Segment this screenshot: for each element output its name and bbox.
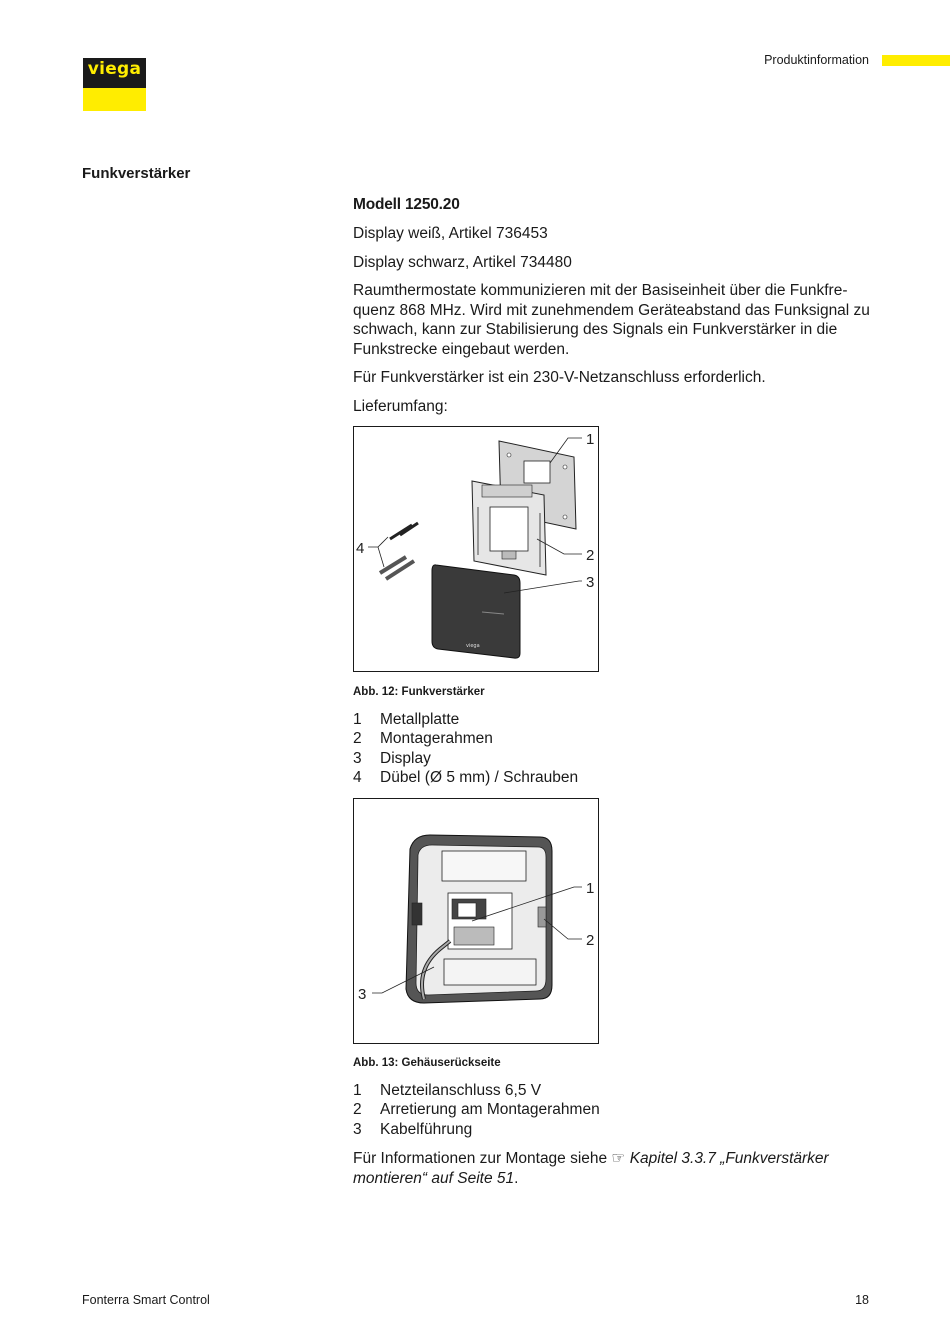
legend-number: 2 [353, 1101, 362, 1119]
legend-number: 3 [353, 1120, 362, 1138]
article-white: Display weiß, Artikel 736453 [353, 225, 548, 242]
callout-3: 3 [358, 986, 367, 1003]
scope-label: Lieferumfang: [353, 398, 448, 415]
legend-text: Display [380, 749, 431, 767]
figure1-drawing [354, 427, 598, 671]
legend-item [353, 1120, 873, 1139]
device-logo: viega [466, 643, 480, 649]
callout-3: 3 [586, 574, 595, 591]
figure1-caption: Abb. 12: Funkverstärker [353, 686, 485, 698]
reference-link-line1[interactable]: Kapitel 3.3.7 „Funkverstärker [629, 1150, 829, 1167]
legend-text: Metallplatte [380, 711, 460, 728]
figure2-legend [353, 1081, 873, 1139]
arrow-hand-icon[interactable]: ☞ [611, 1150, 626, 1167]
legend-text: Dübel (Ø 5 mm) / Schrauben [380, 768, 579, 786]
figure-funkverstaerker [353, 426, 599, 672]
model-title: Modell 1250.20 [353, 196, 460, 213]
figure1-legend [353, 710, 873, 787]
legend-item [353, 768, 873, 787]
legend-text: Montagerahmen [380, 730, 493, 748]
callout-1: 1 [586, 880, 595, 897]
legend-text: Arretierung am Montagerahmen [380, 1101, 600, 1119]
reference-prefix: Für Informationen zur Montage siehe [353, 1150, 612, 1167]
viega-logo [83, 58, 146, 111]
section-title: Funkverstärker [82, 165, 191, 182]
legend-number: 2 [353, 730, 362, 748]
legend-number: 4 [353, 768, 362, 786]
callout-1: 1 [586, 431, 595, 448]
display-shape [432, 565, 520, 658]
legend-item [353, 1100, 873, 1119]
description-paragraph: Raumthermostate kommunizieren mit der Basiseinheit über die Funkfrequenz 868 MHz. Wird mit zunehmendem Geräteabstand das Funksignal zu schwach, kann zur Stabilisierung des Signals ein Funkverstärker in die Funkstrecke eingebaut werden. [353, 282, 870, 358]
legend-text: Netzteilanschluss 6,5 V [380, 1082, 542, 1099]
callout-2: 2 [586, 547, 595, 564]
article-black: Display schwarz, Artikel 734480 [353, 254, 572, 271]
footer-doc-title: Fonterra Smart Control [82, 1293, 210, 1307]
section-label: Produktinformation [764, 53, 869, 67]
figure-gehaeuserueckseite [353, 798, 599, 1044]
section-marker-bar [882, 55, 950, 66]
legend-item [353, 749, 873, 768]
logo-yellow-block [83, 88, 146, 111]
figure2-caption: Abb. 13: Gehäuserückseite [353, 1057, 501, 1069]
legend-number: 3 [353, 749, 362, 767]
reference-link-line2[interactable]: montieren“ auf Seite 51 [353, 1169, 515, 1187]
callout-4: 4 [356, 540, 365, 557]
reference-suffix: . [514, 1169, 519, 1187]
legend-number: 1 [353, 711, 362, 728]
legend-text: Kabelführung [380, 1120, 473, 1138]
callout-2: 2 [586, 932, 595, 949]
legend-number: 1 [353, 1082, 362, 1099]
legend-item [353, 710, 873, 729]
cross-reference [353, 1149, 873, 1188]
page-number: 18 [855, 1293, 869, 1307]
dowels-screws-shape [380, 523, 418, 579]
legend-item [353, 729, 873, 748]
legend-item [353, 1081, 873, 1100]
mounting-frame-shape [472, 481, 546, 575]
figure2-drawing [354, 799, 598, 1043]
power-note: Für Funkverstärker ist ein 230-V-Netzanschluss erforderlich. [353, 369, 766, 386]
logo-text: viega [87, 59, 142, 79]
